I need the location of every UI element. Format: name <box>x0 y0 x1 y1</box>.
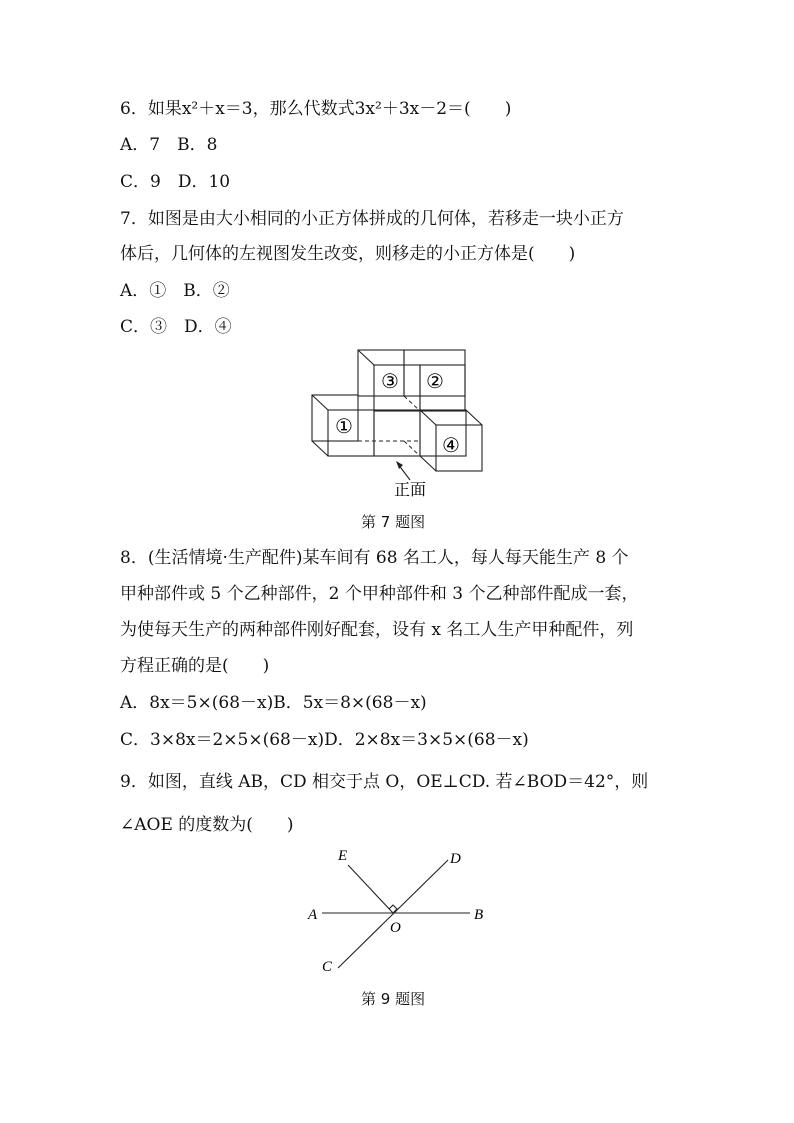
q6-stem: 6．如果x²＋x＝3，那么代数式3x²＋3x－2＝( ) <box>120 99 512 119</box>
cube-label-4: ④ <box>442 433 460 457</box>
cube-label-2: ② <box>426 369 444 393</box>
q9-stem-line1: 9．如图，直线 AB，CD 相交于点 O，OE⊥CD. 若∠BOD＝42°，则 <box>120 772 649 792</box>
q7-options-ab: A．① B．② <box>120 281 230 301</box>
point-e-label: E <box>338 848 348 864</box>
point-b-label: B <box>474 907 484 923</box>
q7-stem-line2: 体后，几何体的左视图发生改变，则移走的小正方体是( ) <box>120 244 576 264</box>
ray-oe <box>348 865 393 913</box>
q7-figure-caption: 第 7 题图 <box>361 513 426 531</box>
point-a-label: A <box>308 907 318 923</box>
front-arrow-head <box>396 461 403 469</box>
q9-lines-figure <box>300 840 500 980</box>
q7-cube-figure <box>300 345 500 505</box>
point-o-label: O <box>390 920 401 936</box>
q8-options-cd: C．3×8x＝2×5×(68－x)D．2×8x＝3×5×(68－x) <box>120 730 529 750</box>
line-cd <box>338 860 448 968</box>
point-d-label: D <box>450 851 461 867</box>
cube-label-1: ① <box>335 414 353 438</box>
q7-options-cd: C．③ D．④ <box>120 317 232 337</box>
q9-figure-caption: 第 9 题图 <box>361 990 426 1008</box>
q9-stem-line2: ∠AOE 的度数为( ) <box>120 815 294 835</box>
front-label: 正面 <box>393 480 427 499</box>
q8-options-ab: A．8x＝5×(68－x)B．5x＝8×(68－x) <box>120 693 427 713</box>
q8-stem-line3: 为使每天生产的两种部件刚好配套，设有 x 名工人生产甲种配件，列 <box>120 620 634 640</box>
q8-stem-line2: 甲种部件或 5 个乙种部件，2 个甲种部件和 3 个乙种部件配成一套， <box>120 584 639 604</box>
q7-stem-line1: 7．如图是由大小相同的小正方体拼成的几何体，若移走一块小正方 <box>120 209 624 229</box>
point-c-label: C <box>322 959 333 975</box>
cube-label-3: ③ <box>381 369 399 393</box>
q6-options-ab: A．7 B．8 <box>120 135 218 155</box>
q8-stem-line4: 方程正确的是( ) <box>120 656 270 676</box>
q6-options-cd: C．9 D．10 <box>120 172 231 192</box>
q8-stem-line1: 8．(生活情境·生产配件)某车间有 68 名工人，每人每天能生产 8 个 <box>120 548 629 568</box>
